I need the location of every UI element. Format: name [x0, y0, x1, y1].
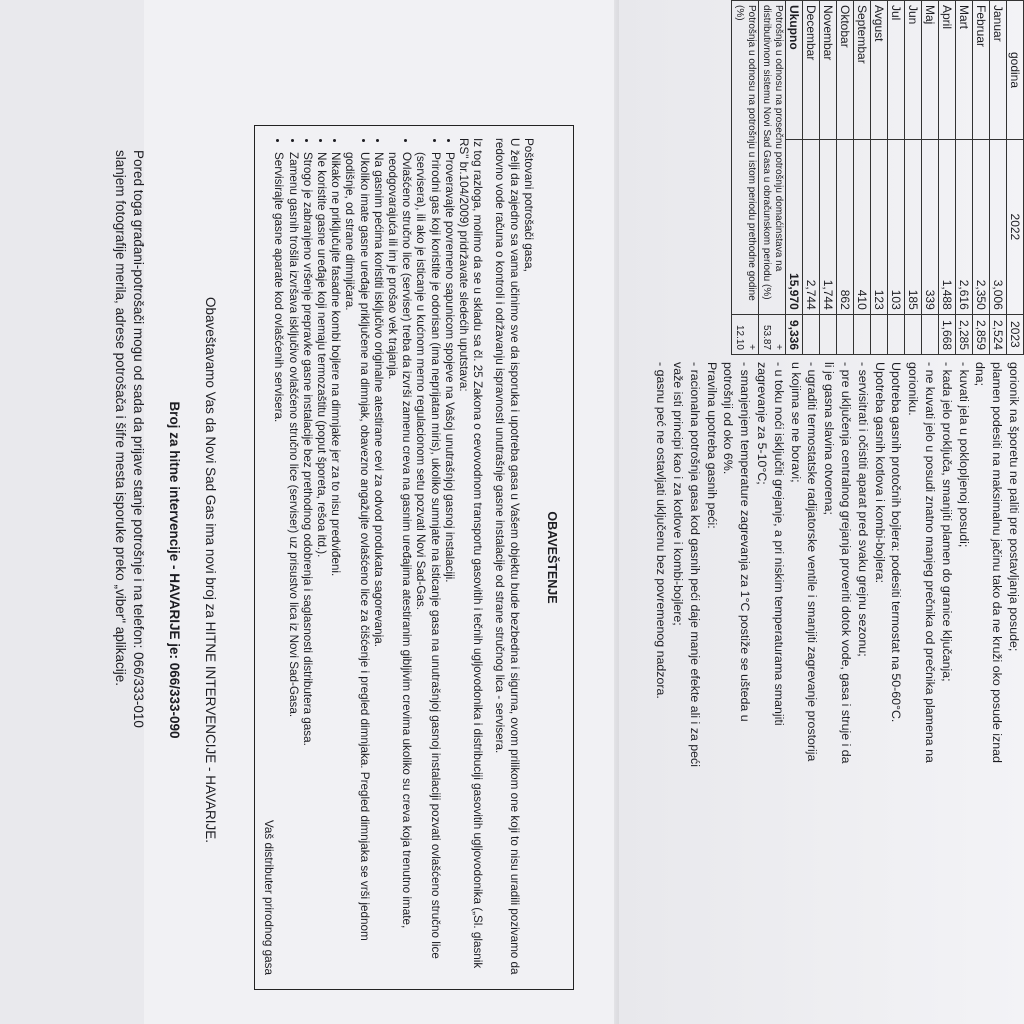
- value-2023: [803, 314, 820, 354]
- value-2022: 410: [854, 140, 871, 315]
- value-2023: [905, 314, 922, 354]
- tip-line: - kuvati jela u poklopljenoj posudi;: [956, 362, 971, 548]
- value-2023: 1,668: [939, 314, 956, 354]
- saving-tips: [652, 362, 1022, 1002]
- tip-line: Upotreba gasnih protočnih bojlera: podesiti termostat na 50-60°C.: [889, 362, 904, 723]
- total-2022: 15,970: [786, 140, 803, 315]
- header-2023: 2023: [1007, 314, 1024, 354]
- table-row: [922, 1, 939, 355]
- tip-line: dna;: [973, 362, 988, 387]
- tip-line: - smanjenjem temperature zagrevanja za 1°C postiže se ušteda u: [738, 362, 753, 722]
- table-row: [837, 1, 854, 355]
- tip-line: li je gasna slavina otvorena;: [822, 362, 837, 515]
- value-2022: 1,744: [820, 140, 837, 315]
- value-2022: 103: [888, 140, 905, 315]
- month-cell: April: [939, 1, 956, 140]
- tip-line: plamen podesiti na maksimalnu jačinu tako da ne kruži oko posude iznad: [990, 362, 1005, 763]
- value-2023: 2,859: [973, 314, 990, 354]
- instruction-item: • Strogo je zabranjeno vršenje prepravke gasne instalacije bez prethodnog odobrenja i saglasnosti distributera gasa.: [300, 152, 314, 977]
- tip-line: - servisitrati i očistiti aparat pred svaku grejnu sezonu;: [855, 362, 870, 657]
- instruction-item: • Proveravajte povremeno sapunicom spojeve na Vašoj unutrašnjoj gasnoj instalaciji.: [442, 152, 456, 977]
- consumption-table-wrap: [684, 0, 1024, 355]
- value-2022: 1,488: [939, 140, 956, 315]
- month-cell: Avgust: [871, 1, 888, 140]
- value-2023: [871, 314, 888, 354]
- notice-intro: U želji da zajedno sa vama učinimo sve da isporuka i upotreba gasa u Vašem objektu bude bezbedna i sigurna, ovom prilikom one koji to nisu uradili pozivamo da redovno vode računa o kontroli i održavanju ispravnosti unutrašnje gasne instalacije od strane stručnog lica - servisera.: [493, 138, 521, 975]
- value-2022: 3,006: [990, 140, 1007, 315]
- table-row: [956, 1, 973, 355]
- instruction-item: • Prirodni gas koji koristite je odorisan (ima neprijatan miris), ukoliko sumnjate na isticanje gasa na unutrašnjoj gasnoj instalaciji pozvati ovlašćeno stručno lice (servisera), ili ako je isticanje u kućnom merno regulacionom setu pozvati Novi Sad-Gas.: [413, 152, 441, 977]
- notice-box: [254, 125, 574, 990]
- tip-line: u kojima se ne boravi;: [788, 362, 803, 483]
- footer-viber-info: slanjem fotografije merila, adrese potrošača i šifre mesta isporuke preko „viber" aplikacije.: [113, 150, 128, 687]
- table-row: [803, 1, 820, 355]
- notice-greeting: Poštovani potrošači gasa,: [521, 138, 535, 272]
- footer-announcement: Obaveštavamo Vas da Novi Sad Gas ima novi broj za HITNE INTERVENCIJE - HAVARIJE.: [203, 297, 218, 843]
- value-2023: [837, 314, 854, 354]
- footer-emergency-number: Broj za hitne intervencije - HAVARIJE je: 066/333-090: [167, 401, 182, 739]
- table-row: [990, 1, 1007, 355]
- month-cell: Jun: [905, 1, 922, 140]
- emergency-footer: [111, 120, 219, 1020]
- month-cell: Januar: [990, 1, 1007, 140]
- tip-line: - pre uključenja centralnog grejanja proveriti dotok vode, gasa i struje i da: [839, 362, 854, 764]
- notice-law: Iz tog razloga, molimo da se u skladu sa čl. 25 Zakona o cevovodnom transportu gasovitih i tečnih ugljovodonika i distribuciji gasovitih ugljovodonika („Sl. glasnik RS" br.104/2009) pridržavate sledećih uputstava:: [456, 138, 485, 969]
- table-header-row: [1007, 1, 1024, 355]
- table-row: [973, 1, 990, 355]
- instruction-item: • Ovlašćeno stručno lice (serviser) treba da izvrši zamenu creva na gasnim uređajima atestiranim gibljivim crevima ukoliko su creva koja trenutno imate, neodgovarajuća ili im je prošao vek trajanja.: [385, 152, 413, 977]
- month-cell: Septembar: [854, 1, 871, 140]
- month-cell: Februar: [973, 1, 990, 140]
- footer-reading-info: Pored toga građani-potrošači mogu od sada da prijave stanje potrošnje i na telefon: 066/333-010: [131, 150, 146, 728]
- tip-line: zagrevanje za 5-10°C;: [755, 362, 770, 485]
- instruction-item: • Na gasnim pećima koristiti isključivo originalne atestirane cevi za odvod produkata sagorevanja.: [371, 152, 385, 977]
- compare-average-row: [759, 1, 786, 355]
- table-row: [888, 1, 905, 355]
- instruction-item: • Servisirajte gasne aparate kod ovlašćenih servisera.: [271, 152, 285, 977]
- table-row: [939, 1, 956, 355]
- value-2023: [854, 314, 871, 354]
- value-2023: [888, 314, 905, 354]
- upper-panel: [614, 0, 1024, 1024]
- notice-signature: Vaš distributer prirodnog gasa: [262, 819, 276, 975]
- compare-previous-label: Potrošnja u odnosu na potrošnju u istom periodu prethodne godine (%): [732, 1, 759, 315]
- tip-line: gorioniku.: [906, 362, 921, 416]
- value-2022: 862: [837, 140, 854, 315]
- tip-line: - racionalna potrošnja gasa kod gasnih peći daje manje efekte ali i za peći: [687, 362, 702, 768]
- month-cell: Jul: [888, 1, 905, 140]
- notice-title: OBAVEŠTENJE: [545, 511, 559, 604]
- value-2022: 339: [922, 140, 939, 315]
- tip-line: Pravilna upotreba gasnih peći:: [704, 362, 719, 529]
- total-2023: 9,336: [786, 314, 803, 354]
- tip-line: potrošnji od oko 6%.: [721, 362, 736, 475]
- header-year-label: godina: [1007, 1, 1024, 140]
- value-2022: 185: [905, 140, 922, 315]
- value-2023: 2,285: [956, 314, 973, 354]
- tip-line: - ne kuvati jelo u posudi znatno manjeg prečnika od prečnika plamena na: [923, 362, 938, 763]
- compare-previous-value: + 12.10: [732, 314, 759, 354]
- value-2022: 2,350: [973, 140, 990, 315]
- tip-line: važe isti principi kao i za kotlove i kombi-bojlere;: [671, 362, 686, 626]
- table-row: [820, 1, 837, 355]
- tip-line: - u toku noći isključiti grejanje, a pri niskim temperaturama smanjiti: [771, 362, 786, 726]
- month-cell: Oktobar: [837, 1, 854, 140]
- table-row: [871, 1, 888, 355]
- value-2023: [922, 314, 939, 354]
- tip-line: Upotreba gasnih kotlova i kombi-bojlera:: [872, 362, 887, 584]
- consumption-table: [731, 0, 1024, 355]
- compare-average-value: + 53.87: [759, 314, 786, 354]
- instruction-item: • Zamenu gasnih trošila izvršava isključivo ovlašćeno stručno lice (serviser) uz prisustvo lica iz Novi Sad-Gasa.: [285, 152, 299, 977]
- table-row: [854, 1, 871, 355]
- month-cell: Novembar: [820, 1, 837, 140]
- instruction-item: • Nikako ne priključujte fasadne kombi bojlere na dimnjake jer za to nisu predviđeni.: [328, 152, 342, 977]
- month-cell: Mart: [956, 1, 973, 140]
- table-row: [905, 1, 922, 355]
- instruction-item: • Ne koristite gasne uređaje koji nemaju termozaštitu (poput šporeta, rešoa itd.).: [314, 152, 328, 977]
- tip-line: - ugraditi termostatske radijatorske ventile i smanjiti zagrevanje prostorija: [805, 362, 820, 762]
- compare-average-label: Potrošnja u odnosu na prosečnu potrošnju domaćinstava na distributivnom sistemu Novi Sad Gasa u obračunskom periodu (%): [759, 1, 786, 315]
- tip-line: - kada jelo proključa, smanjiti plamen do granice ključanja;: [939, 362, 954, 682]
- value-2023: 2,524: [990, 314, 1007, 354]
- header-2022: 2022: [1007, 140, 1024, 315]
- month-cell: Maj: [922, 1, 939, 140]
- month-cell: Decembar: [803, 1, 820, 140]
- notice-instructions: [271, 138, 456, 977]
- instruction-item: • Ukoliko imate gasne uređaje priključene na dimnjak, obavezno angažujte ovlašćeno lice za čišćenje i pregled dimnjaka. Pregled dimnjaka se vrši jednom godišnje, od strane dimnjičara.: [342, 152, 370, 977]
- compare-previous-row: [732, 1, 759, 355]
- value-2023: [820, 314, 837, 354]
- tip-line: gorionik na šporetu ne paliti pre postavljanja posude;: [1007, 362, 1021, 652]
- total-row: [786, 1, 803, 355]
- value-2022: 2,616: [956, 140, 973, 315]
- value-2022: 123: [871, 140, 888, 315]
- value-2022: 2,744: [803, 140, 820, 315]
- tip-line: - gasnu peć ne ostavljati uključenu bez povremenog nadzora.: [654, 362, 669, 699]
- total-label: Ukupno: [786, 1, 803, 140]
